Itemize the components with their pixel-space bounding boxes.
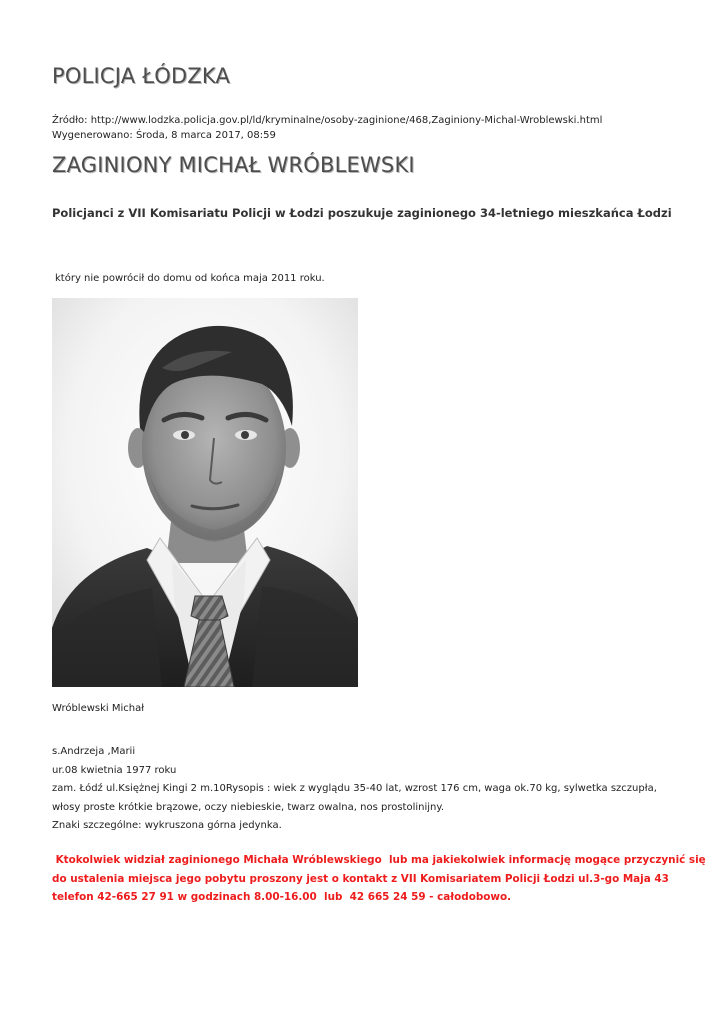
detail-distinguishing-marks: Znaki szczególne: wykruszona górna jedynka.: [52, 820, 282, 831]
appeal-line: telefon 42-665 27 91 w godzinach 8.00-16.00 lub 42 665 24 59 - całodobowo.: [52, 891, 512, 903]
appeal-line: do ustalenia miejsca jego pobytu proszony jest o kontakt z VII Komisariatem Policji Łodzi ul.3-go Maja 43: [52, 872, 669, 885]
article-lead: Policjanci z VII Komisariatu Policji w Łodzi poszukuje zaginionego 34-letniego mieszkańca Łodzi: [52, 206, 672, 220]
person-details: [52, 743, 692, 836]
detail-address-description: zam. Łódź ul.Księżnej Kingi 2 m.10Rysopis : wiek z wyglądu 35-40 lat, wzrost 176 cm, waga ok.70 kg, sylwetka szczupła,: [52, 783, 657, 794]
detail-parents: s.Andrzeja ,Marii: [52, 746, 136, 757]
generated-line: Wygenerowano: Środa, 8 marca 2017, 08:59: [52, 130, 276, 141]
missing-person-photo: [52, 298, 358, 687]
article-intro: który nie powrócił do domu od końca maja 2011 roku.: [55, 273, 325, 284]
photo-caption: Wróblewski Michał: [52, 703, 145, 714]
contact-appeal: [52, 851, 706, 907]
detail-hair-eyes: włosy proste krótkie brązowe, oczy niebieskie, twarz owalna, nos prostolinijny.: [52, 801, 445, 813]
source-line: Źródło: http://www.lodzka.policja.gov.pl/ld/kryminalne/osoby-zaginione/468,Zaginiony-Michal-Wroblewski.html: [52, 115, 603, 126]
site-title: POLICJA ŁÓDZKA: [52, 64, 231, 88]
appeal-line: Ktokolwiek widział zaginionego Michała Wróblewskiego lub ma jakiekolwiek informację mogące przyczynić się: [52, 854, 706, 866]
detail-birthdate: ur.08 kwietnia 1977 roku: [52, 764, 177, 776]
article-title: ZAGINIONY MICHAŁ WRÓBLEWSKI: [52, 153, 415, 177]
